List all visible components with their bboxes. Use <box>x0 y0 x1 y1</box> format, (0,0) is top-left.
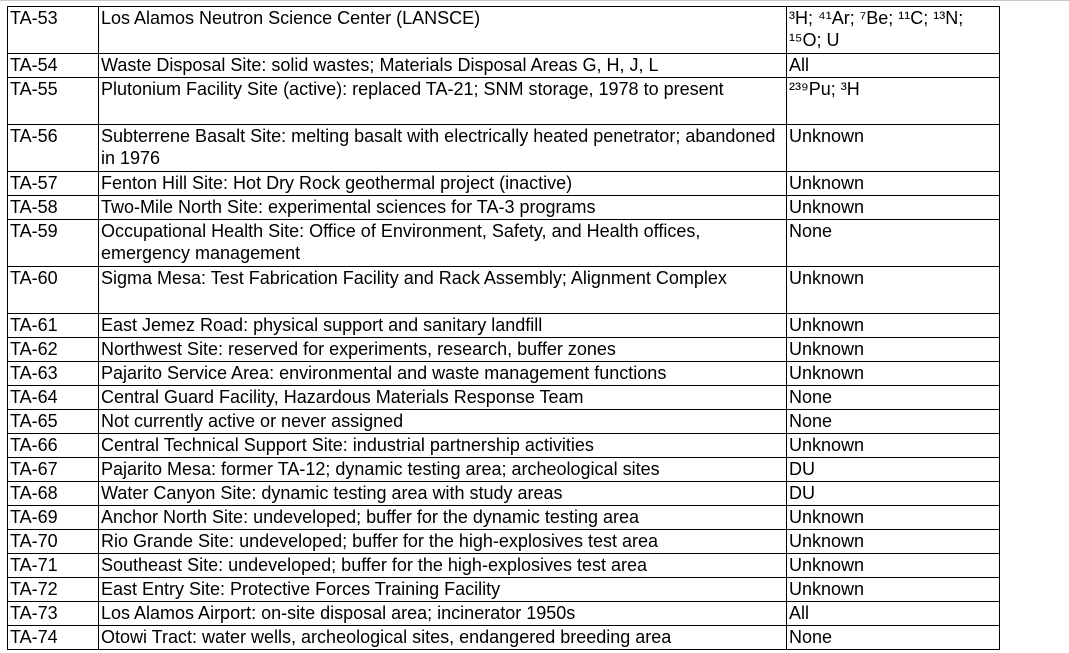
area-id-cell: TA-59 <box>8 220 99 267</box>
table-row <box>8 125 1000 172</box>
description-cell: Otowi Tract: water wells, archeological sites, endangered breeding area <box>99 626 787 650</box>
table-row <box>8 530 1000 554</box>
isotopes-cell: Unknown <box>787 434 1000 458</box>
description-cell: Central Guard Facility, Hazardous Materials Response Team <box>99 386 787 410</box>
area-id-cell: TA-61 <box>8 314 99 338</box>
isotopes-cell: Unknown <box>787 338 1000 362</box>
description-cell: Pajarito Mesa: former TA-12; dynamic testing area; archeological sites <box>99 458 787 482</box>
area-id-cell: TA-71 <box>8 554 99 578</box>
isotopes-cell: All <box>787 54 1000 78</box>
isotopes-cell: Unknown <box>787 506 1000 530</box>
description-cell: Not currently active or never assigned <box>99 410 787 434</box>
table-row <box>8 220 1000 267</box>
description-cell: Rio Grande Site: undeveloped; buffer for the high-explosives test area <box>99 530 787 554</box>
isotopes-cell: Unknown <box>787 362 1000 386</box>
table-row <box>8 386 1000 410</box>
area-id-cell: TA-70 <box>8 530 99 554</box>
isotopes-cell: None <box>787 386 1000 410</box>
technical-areas-table <box>7 6 1000 650</box>
table-row <box>8 626 1000 650</box>
description-cell: Anchor North Site: undeveloped; buffer for the dynamic testing area <box>99 506 787 530</box>
area-id-cell: TA-68 <box>8 482 99 506</box>
isotopes-cell: ²³⁹Pu; ³H <box>787 78 1000 125</box>
description-cell: Waste Disposal Site: solid wastes; Materials Disposal Areas G, H, J, L <box>99 54 787 78</box>
table-row <box>8 196 1000 220</box>
table-row <box>8 267 1000 314</box>
area-id-cell: TA-54 <box>8 54 99 78</box>
table-row <box>8 7 1000 54</box>
isotopes-cell: ³H; ⁴¹Ar; ⁷Be; ¹¹C; ¹³N; ¹⁵O; U <box>787 7 1000 54</box>
isotopes-cell: Unknown <box>787 267 1000 314</box>
isotopes-cell: None <box>787 626 1000 650</box>
area-id-cell: TA-58 <box>8 196 99 220</box>
isotopes-cell: Unknown <box>787 578 1000 602</box>
table-row <box>8 362 1000 386</box>
description-cell: Two-Mile North Site: experimental sciences for TA-3 programs <box>99 196 787 220</box>
isotopes-cell: Unknown <box>787 314 1000 338</box>
table-row <box>8 554 1000 578</box>
description-cell: Los Alamos Airport: on-site disposal area; incinerator 1950s <box>99 602 787 626</box>
description-cell: Southeast Site: undeveloped; buffer for the high-explosives test area <box>99 554 787 578</box>
area-id-cell: TA-69 <box>8 506 99 530</box>
description-cell: Central Technical Support Site: industrial partnership activities <box>99 434 787 458</box>
isotopes-cell: Unknown <box>787 196 1000 220</box>
area-id-cell: TA-65 <box>8 410 99 434</box>
description-cell: Northwest Site: reserved for experiments, research, buffer zones <box>99 338 787 362</box>
area-id-cell: TA-56 <box>8 125 99 172</box>
area-id-cell: TA-66 <box>8 434 99 458</box>
page-top-border <box>0 0 1069 1</box>
table-row <box>8 434 1000 458</box>
table-row <box>8 482 1000 506</box>
table-row <box>8 78 1000 125</box>
isotopes-cell: DU <box>787 458 1000 482</box>
table-row <box>8 314 1000 338</box>
area-id-cell: TA-67 <box>8 458 99 482</box>
isotopes-cell: All <box>787 602 1000 626</box>
area-id-cell: TA-60 <box>8 267 99 314</box>
description-cell: Los Alamos Neutron Science Center (LANSCE) <box>99 7 787 54</box>
table-row <box>8 410 1000 434</box>
isotopes-cell: None <box>787 220 1000 267</box>
table-row <box>8 602 1000 626</box>
table-row <box>8 506 1000 530</box>
table-row <box>8 172 1000 196</box>
description-cell: Pajarito Service Area: environmental and waste management functions <box>99 362 787 386</box>
table-row <box>8 578 1000 602</box>
area-id-cell: TA-62 <box>8 338 99 362</box>
area-id-cell: TA-53 <box>8 7 99 54</box>
table-row <box>8 54 1000 78</box>
isotopes-cell: Unknown <box>787 125 1000 172</box>
isotopes-cell: Unknown <box>787 530 1000 554</box>
description-cell: East Entry Site: Protective Forces Training Facility <box>99 578 787 602</box>
description-cell: Plutonium Facility Site (active): replaced TA-21; SNM storage, 1978 to present <box>99 78 787 125</box>
description-cell: Sigma Mesa: Test Fabrication Facility and Rack Assembly; Alignment Complex <box>99 267 787 314</box>
area-id-cell: TA-74 <box>8 626 99 650</box>
description-cell: Fenton Hill Site: Hot Dry Rock geothermal project (inactive) <box>99 172 787 196</box>
description-cell: Water Canyon Site: dynamic testing area with study areas <box>99 482 787 506</box>
area-id-cell: TA-72 <box>8 578 99 602</box>
description-cell: Occupational Health Site: Office of Environment, Safety, and Health offices, emergency management <box>99 220 787 267</box>
isotopes-cell: DU <box>787 482 1000 506</box>
area-id-cell: TA-57 <box>8 172 99 196</box>
table-row <box>8 458 1000 482</box>
area-id-cell: TA-55 <box>8 78 99 125</box>
isotopes-cell: Unknown <box>787 172 1000 196</box>
description-cell: East Jemez Road: physical support and sanitary landfill <box>99 314 787 338</box>
table-row <box>8 338 1000 362</box>
description-cell: Subterrene Basalt Site: melting basalt with electrically heated penetrator; abandoned in 1976 <box>99 125 787 172</box>
area-id-cell: TA-63 <box>8 362 99 386</box>
area-id-cell: TA-73 <box>8 602 99 626</box>
area-id-cell: TA-64 <box>8 386 99 410</box>
isotopes-cell: None <box>787 410 1000 434</box>
isotopes-cell: Unknown <box>787 554 1000 578</box>
